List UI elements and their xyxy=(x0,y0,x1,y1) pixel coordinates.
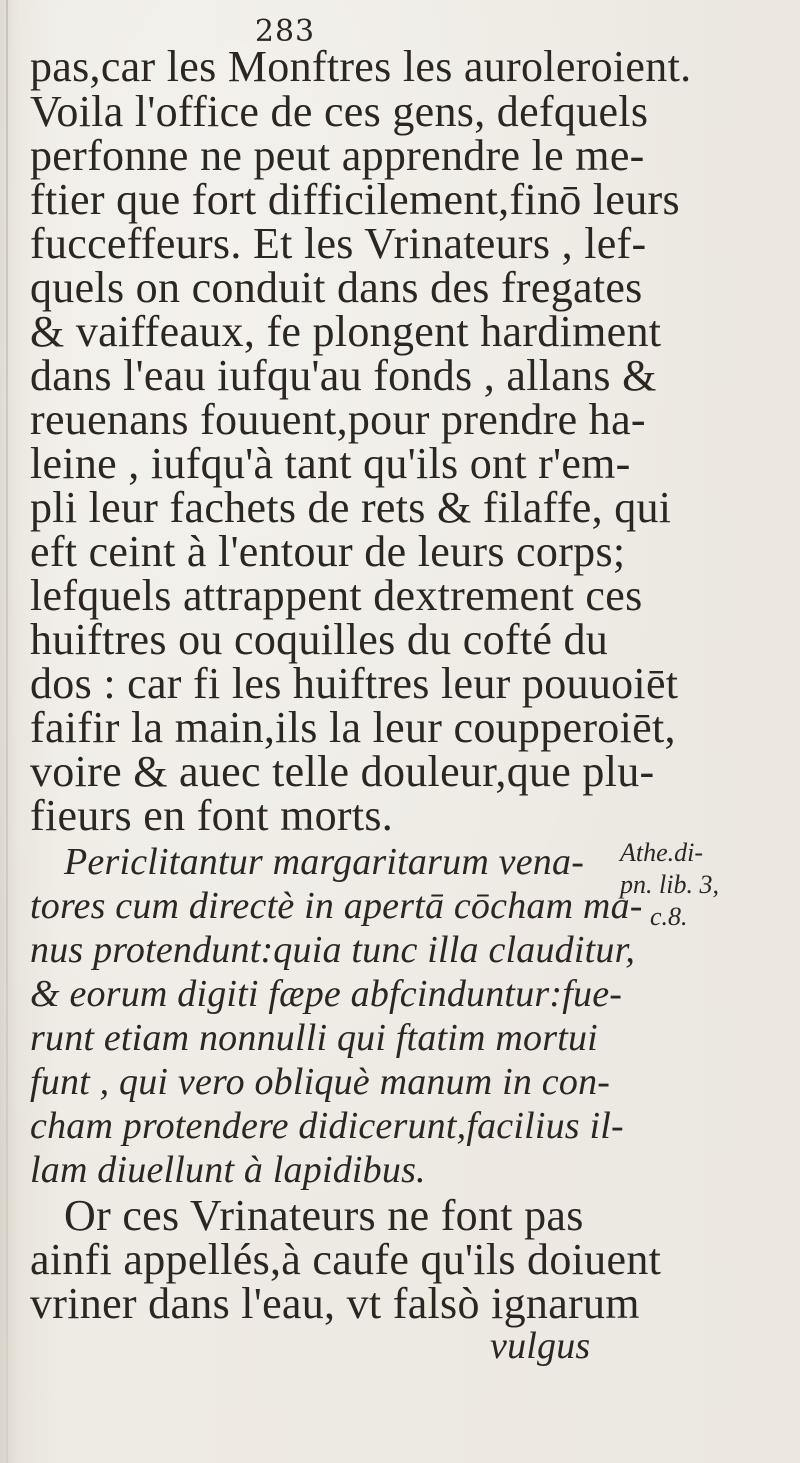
text-line: fucceffeurs. Et les Vrinateurs , lef- xyxy=(30,219,647,268)
text-line: pli leur fachets de rets & filaffe, qui xyxy=(30,483,672,532)
catchword: vulgus xyxy=(490,1325,591,1367)
text-line: & vaiffeaux, fe plongent hardiment xyxy=(30,307,662,356)
text-line: dans l'eau iufqu'au fonds , allans & xyxy=(30,351,657,400)
page-gutter xyxy=(6,0,8,1463)
latin-quote-line: Periclitantur margaritarum vena- xyxy=(64,841,585,883)
text-line: quels on conduit dans des fregates xyxy=(30,263,643,312)
latin-quote-line: tores cum directè in apertā cōcham ma- xyxy=(30,885,643,927)
latin-quote-line: lam diuellunt à lapidibus. xyxy=(30,1149,426,1191)
text-line: ainfi appellés,à caufe qu'ils doiuent xyxy=(30,1235,662,1284)
text-line: perfonne ne peut apprendre le me- xyxy=(30,131,645,180)
margin-note-line: pn. lib. 3, xyxy=(620,870,719,899)
latin-quote-line: runt etiam nonnulli qui ftatim mortui xyxy=(30,1017,598,1059)
text-line: eft ceint à l'entour de leurs corps; xyxy=(30,527,626,576)
margin-note-line: c.8. xyxy=(650,902,688,931)
page-number: 283 xyxy=(254,14,316,49)
text-line: Or ces Vrinateurs ne font pas xyxy=(64,1191,584,1240)
latin-quote-line: funt , qui vero obliquè manum in con- xyxy=(30,1061,611,1103)
margin-note-line: Athe.di- xyxy=(620,838,704,867)
text-line: reuenans fouuent,pour prendre ha- xyxy=(30,395,646,444)
text-line: lefquels attrappent dextrement ces xyxy=(30,571,643,620)
text-line: vriner dans l'eau, vt falsò ignarum xyxy=(30,1279,640,1328)
text-line: Voila l'office de ces gens, defquels xyxy=(30,87,649,136)
text-line: huiftres ou coquilles du cofté du xyxy=(30,615,609,664)
text-line: ftier que fort difficilement,finō leurs xyxy=(30,175,680,224)
text-line: pas,car les Monftres les auroleroient. xyxy=(30,42,692,91)
text-line: leine , iufqu'à tant qu'ils ont r'em- xyxy=(30,439,631,488)
text-line: voire & auec telle douleur,que plu- xyxy=(30,747,655,796)
latin-quote-line: & eorum digiti fæpe abfcinduntur:fue- xyxy=(30,973,623,1015)
text-line: dos : car fi les huiftres leur pouuoiēt xyxy=(30,659,679,708)
text-line: fieurs en font morts. xyxy=(30,791,394,840)
text-line: faifir la main,ils la leur coupperoiēt, xyxy=(30,703,676,752)
latin-quote-line: nus protendunt:quia tunc illa clauditur, xyxy=(30,929,636,971)
latin-quote-line: cham protendere didicerunt,facilius il- xyxy=(30,1105,624,1147)
